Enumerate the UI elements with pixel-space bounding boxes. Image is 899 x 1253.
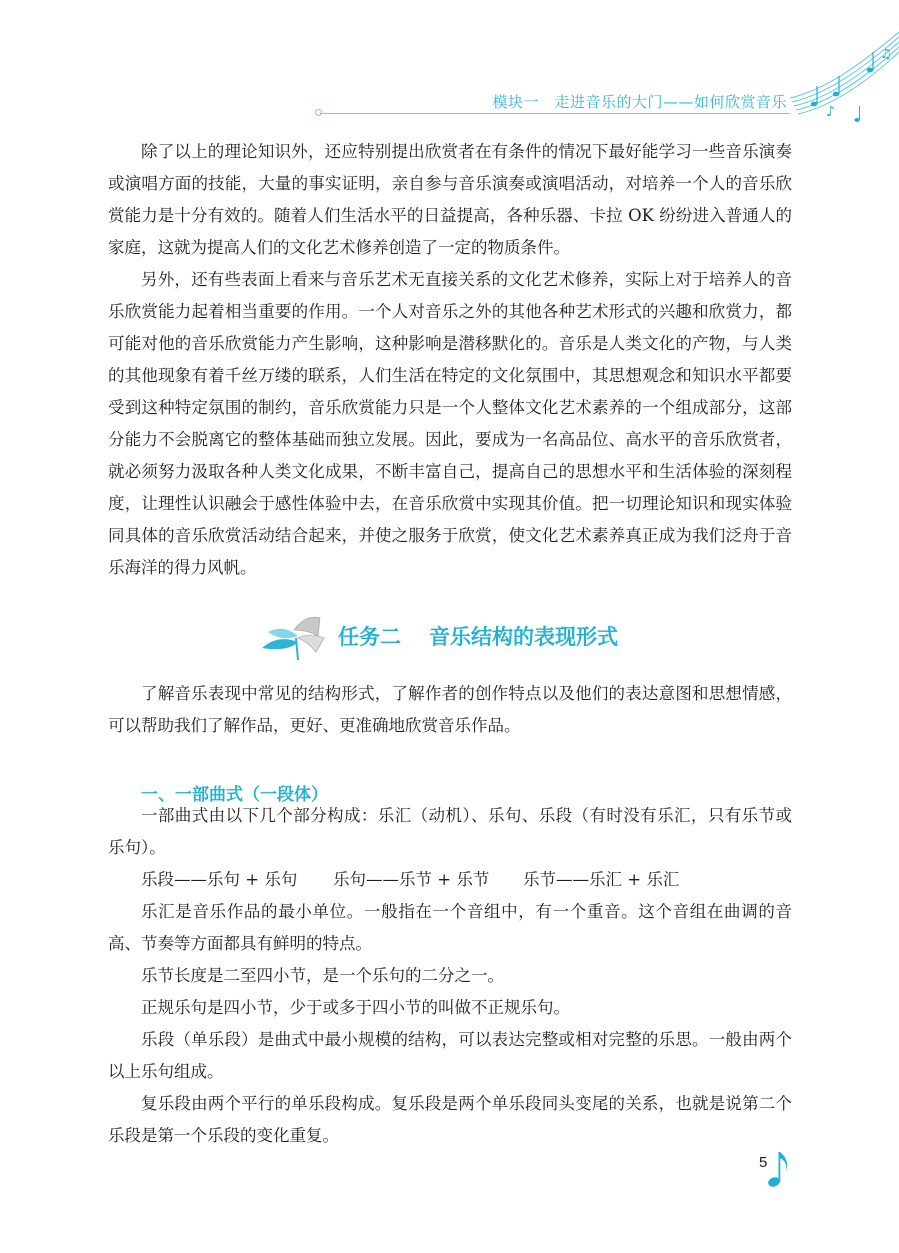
task-title: [338, 621, 618, 651]
sprout-horn-icon: [258, 608, 328, 664]
svg-text:♪: ♪: [826, 104, 835, 120]
paragraph-cultural-literacy: 另外，还有些表面上看来与音乐艺术无直接关系的文化艺术修养，实际上对于培养人的音乐欣赏能力起着相当重要的作用。一个人对音乐之外的其他各种艺术形式的兴趣和欣赏力，都可能对他的音乐欣赏能力产生影响，这种影响是潜移默化的。音乐是人类文化的产物，与人类的其他现象有着千丝万缕的联系，人们生活在特定的文化氛围中，其思想观念和知识水平都要受到这种特定氛围的制约，音乐欣赏能力只是一个人整体文化艺术素养的一个组成部分，这部分能力不会脱离它的整体基础而独立发展。因此，要成为一名高品位、高水平的音乐欣赏者，就必须努力汲取各种人类文化成果，不断丰富自己，提高自己的思想水平和生活体验的深刻程度，让理性认识融会于感性体验中去，在音乐欣赏中实现其价值。把一切理论知识和现实体验同具体的音乐欣赏活动结合起来，并使之服务于欣赏，使文化艺术素养真正成为我们泛舟于音乐海洋的得力风帆。: [108, 270, 792, 577]
paragraph-regular-phrase: 正规乐句是四小节，少于或多于四小节的叫做不正规乐句。: [141, 998, 570, 1017]
music-note-icon: [766, 1148, 794, 1190]
music-staff-decoration-icon: [770, 20, 899, 125]
formula-row: [108, 864, 792, 896]
paragraph-intro: 了解音乐表现中常见的结构形式，了解作者的创作特点以及他们的表达意图和思想情感，可以帮助我们了解作品，更好、更准确地欣赏音乐作品。: [108, 684, 792, 735]
paragraph-single-period: 乐段（单乐段）是曲式中最小规模的结构，可以表达完整或相对完整的乐思。一般由两个以上乐句组成。: [108, 1030, 792, 1081]
section-heading-one-part-form: 一、一部曲式（一段体）: [141, 785, 328, 805]
page-number: 5: [759, 1154, 768, 1171]
task-heading: [258, 608, 618, 664]
formula-subphrase: 乐节——乐汇 + 乐汇: [523, 870, 680, 889]
paragraph-double-period: 复乐段由两个平行的单乐段构成。复乐段是两个单乐段同头变尾的关系，也就是说第二个乐段是第一个乐段的变化重复。: [108, 1094, 792, 1145]
task-number: 任务二: [338, 625, 401, 649]
paragraph-motif: 乐汇是音乐作品的最小单位。一般指在一个音组中，有一个重音。这个音组在曲调的音高、节奏等方面都具有鲜明的特点。: [108, 902, 792, 953]
svg-text:♫: ♫: [880, 47, 892, 62]
running-header-title: 模块一 走进音乐的大门——如何欣赏音乐: [492, 93, 787, 111]
formula-period: 乐段——乐句 + 乐句: [141, 870, 298, 889]
paragraph-skills: 除了以上的理论知识外，还应特别提出欣赏者在有条件的情况下最好能学习一些音乐演奏或演唱方面的技能，大量的事实证明，亲自参与音乐演奏或演唱活动，对培养一个人的音乐欣赏能力是十分有效的。随着人们生活水平的日益提高，各种乐器、卡拉 OK 纷纷进入普通人的家庭，这就为提高人们的文化艺术修养创造了一定的物质条件。: [108, 142, 792, 257]
task-name: 音乐结构的表现形式: [429, 625, 618, 649]
formula-phrase: 乐句——乐节 + 乐节: [333, 870, 490, 889]
paragraph-subphrase-length: 乐节长度是二至四小节，是一个乐句的二分之一。: [141, 966, 504, 985]
header-rule: [320, 113, 790, 114]
paragraph-composition: 一部曲式由以下几个部分构成：乐汇（动机）、乐句、乐段（有时没有乐汇，只有乐节或乐句）。: [108, 806, 792, 857]
